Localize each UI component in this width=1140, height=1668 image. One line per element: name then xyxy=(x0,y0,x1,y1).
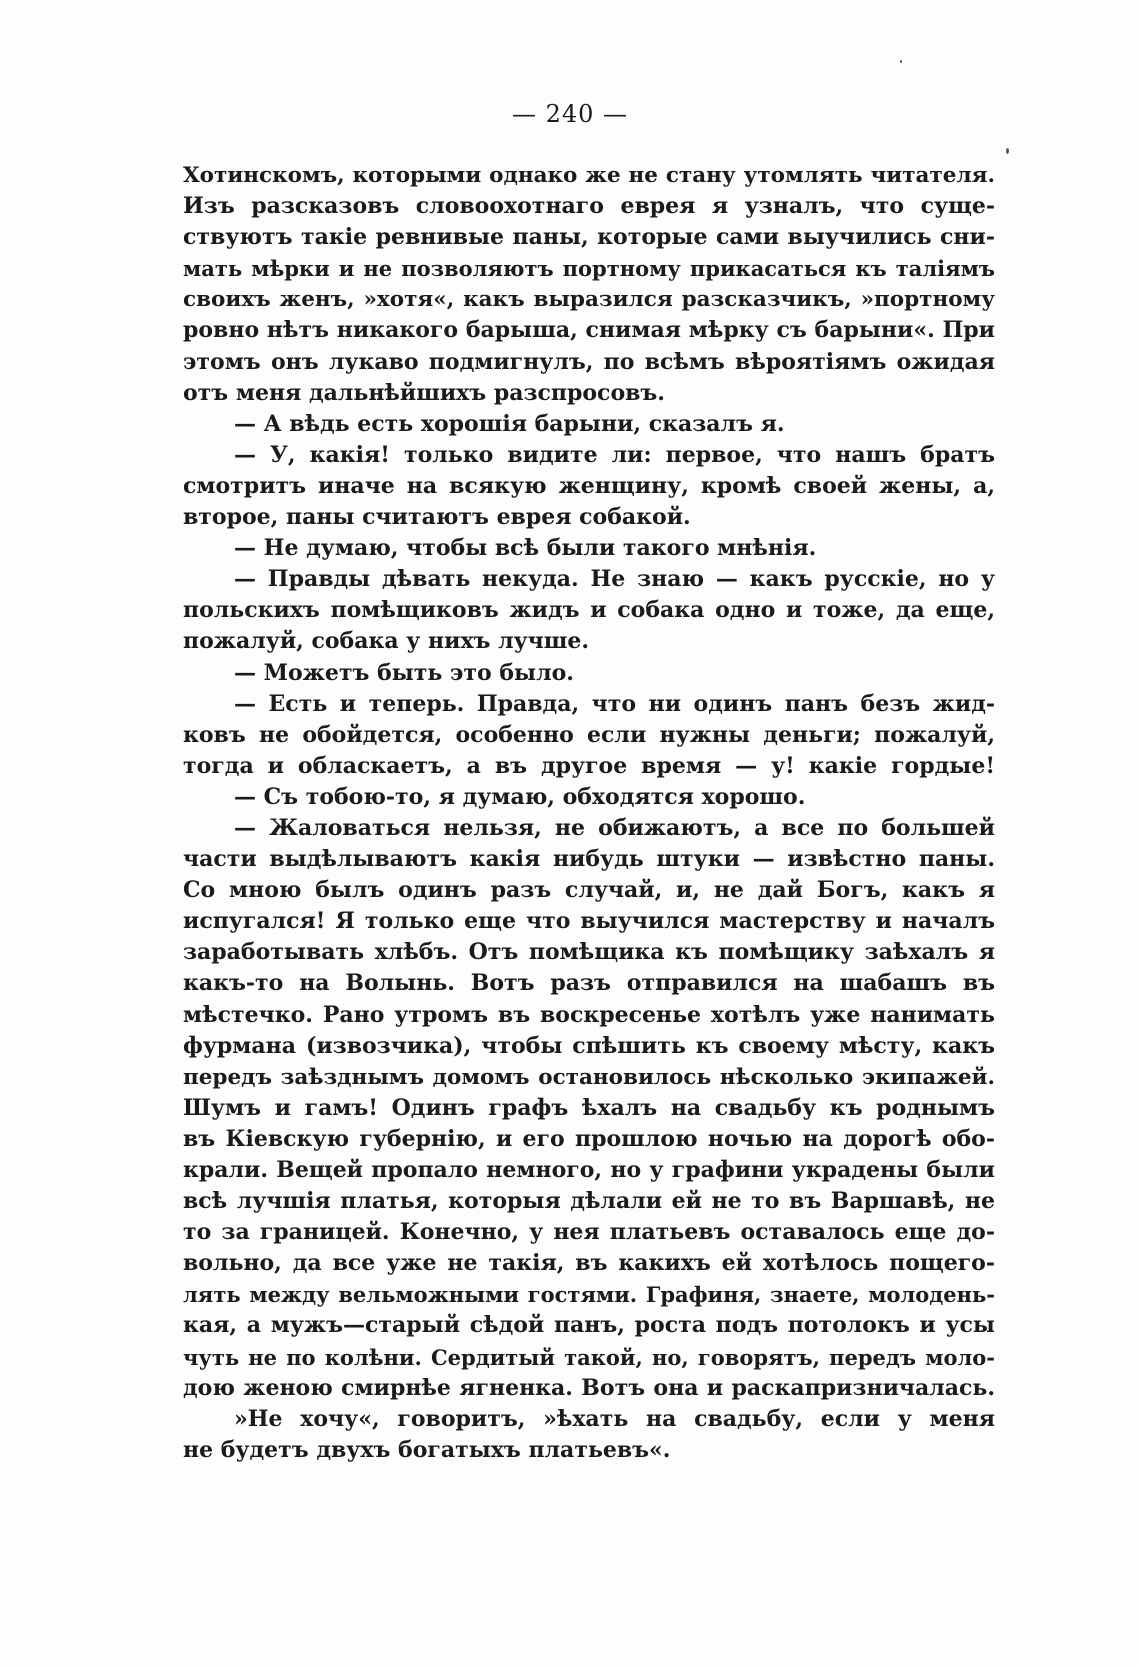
text-line: мѣстечко. Рано утромъ въ воскресенье хотѣлъ уже нанимать xyxy=(183,1001,995,1028)
text-line: — Правды дѣвать некуда. Не знаю — какъ русскіе, но у xyxy=(234,566,995,593)
text-line: второе, паны считаютъ еврея собакой. xyxy=(183,504,691,531)
text-line: Со мною былъ одинъ разъ случай, и, не дай Богъ, какъ я xyxy=(183,877,995,904)
text-line: »Не хочу«, говоритъ, »ѣхать на свадьбу, если у меня xyxy=(234,1405,995,1432)
text-line: испугался! Я только еще что выучился мастерству и началъ xyxy=(183,908,995,935)
text-line: этомъ онъ лукаво подмигнулъ, по всѣмъ вѣроятіямъ ожидая xyxy=(183,348,995,375)
text-line: пожалуй, собака у нихъ лучше. xyxy=(183,628,590,655)
text-line: лять между вельможными гостями. Графиня, знаете, молодень- xyxy=(183,1282,995,1308)
text-line: передъ заѣзднымъ домомъ остановилось нѣсколько экипажей. xyxy=(183,1064,995,1090)
text-line: тогда и обласкаетъ, а въ другое время — у! какіе гордые! xyxy=(183,752,995,779)
text-line: — Жаловаться нельзя, не обижаютъ, а все по большей xyxy=(234,814,995,841)
text-line: кая, а мужъ—старый сѣдой панъ, роста подъ потолокъ и усы xyxy=(183,1312,995,1339)
text-line: въ Кіевскую губернію, и его прошлою ночью на дорогѣ обо- xyxy=(183,1125,995,1152)
text-line: части выдѣлываютъ какія нибудь штуки — извѣстно паны. xyxy=(183,846,995,873)
text-line: всѣ лучшія платья, которыя дѣлали ей не то въ Варшавѣ, не xyxy=(183,1188,995,1215)
text-line: то за границей. Конечно, у нея платьевъ оставалось еще до- xyxy=(183,1219,995,1246)
text-line: — Не думаю, чтобы всѣ были такого мнѣнія. xyxy=(234,535,817,562)
text-line: вольно, да все уже не такія, въ какихъ ей хотѣлось пощего- xyxy=(183,1250,995,1277)
text-line: отъ меня дальнѣйшихъ разспросовъ. xyxy=(183,379,665,406)
body-text xyxy=(183,160,995,1466)
text-line: смотритъ иначе на всякую женщину, кромѣ своей жены, а, xyxy=(183,472,995,499)
text-line: заработывать хлѣбъ. Отъ помѣщика къ помѣщику заѣхалъ я xyxy=(183,939,995,966)
paper-speck xyxy=(1006,148,1009,154)
text-line: Хотинскомъ, которыми однако же не стану утомлять читателя. xyxy=(183,163,995,188)
text-line: польскихъ помѣщиковъ жидъ и собака одно и тоже, да еще, xyxy=(183,597,995,624)
text-line: не будетъ двухъ богатыхъ платьевъ«. xyxy=(183,1436,671,1463)
text-line: — Можетъ быть это было. xyxy=(234,659,574,686)
text-line: ковъ не обойдется, особенно если нужны деньги; пожалуй, xyxy=(183,721,995,748)
paper-speck xyxy=(900,60,902,63)
text-line: дою женою смирнѣе ягненка. Вотъ она и раскапризничалась. xyxy=(183,1374,995,1401)
text-line: чуть не по колѣни. Сердитый такой, но, говорятъ, передъ моло- xyxy=(183,1344,995,1370)
text-line: мать мѣрки и не позволяютъ портному прикасаться къ таліямъ xyxy=(183,256,995,282)
text-line: своихъ женъ, »хотя«, какъ выразился разсказчикъ, »портному xyxy=(183,287,995,313)
text-line: фурмана (извозчика), чтобы спѣшить къ своему мѣсту, какъ xyxy=(183,1032,995,1059)
page-number: — 240 — xyxy=(511,100,629,128)
text-line: ровно нѣтъ никакого барыша, снимая мѣрку съ барыни«. При xyxy=(183,317,995,344)
text-line: Изъ разсказовъ словоохотнаго еврея я узналъ, что суще- xyxy=(183,193,995,220)
text-line: Шумъ и гамъ! Одинъ графъ ѣхалъ на свадьбу къ роднымъ xyxy=(183,1094,995,1121)
text-line: крали. Вещей пропало немного, но у графини украдены были xyxy=(183,1157,995,1183)
text-line: — У, какія! только видите ли: первое, что нашъ братъ xyxy=(234,441,995,468)
text-line: — А вѣдь есть хорошія барыни, сказалъ я. xyxy=(234,410,785,437)
text-line: — Есть и теперь. Правда, что ни одинъ панъ безъ жид- xyxy=(234,690,995,717)
text-line: — Съ тобою-то, я думаю, обходятся хорошо. xyxy=(234,783,806,810)
text-line: какъ-то на Волынь. Вотъ разъ отправился на шабашъ въ xyxy=(183,970,995,997)
text-line: ствуютъ такіе ревнивые паны, которые сами выучились сни- xyxy=(183,224,995,251)
